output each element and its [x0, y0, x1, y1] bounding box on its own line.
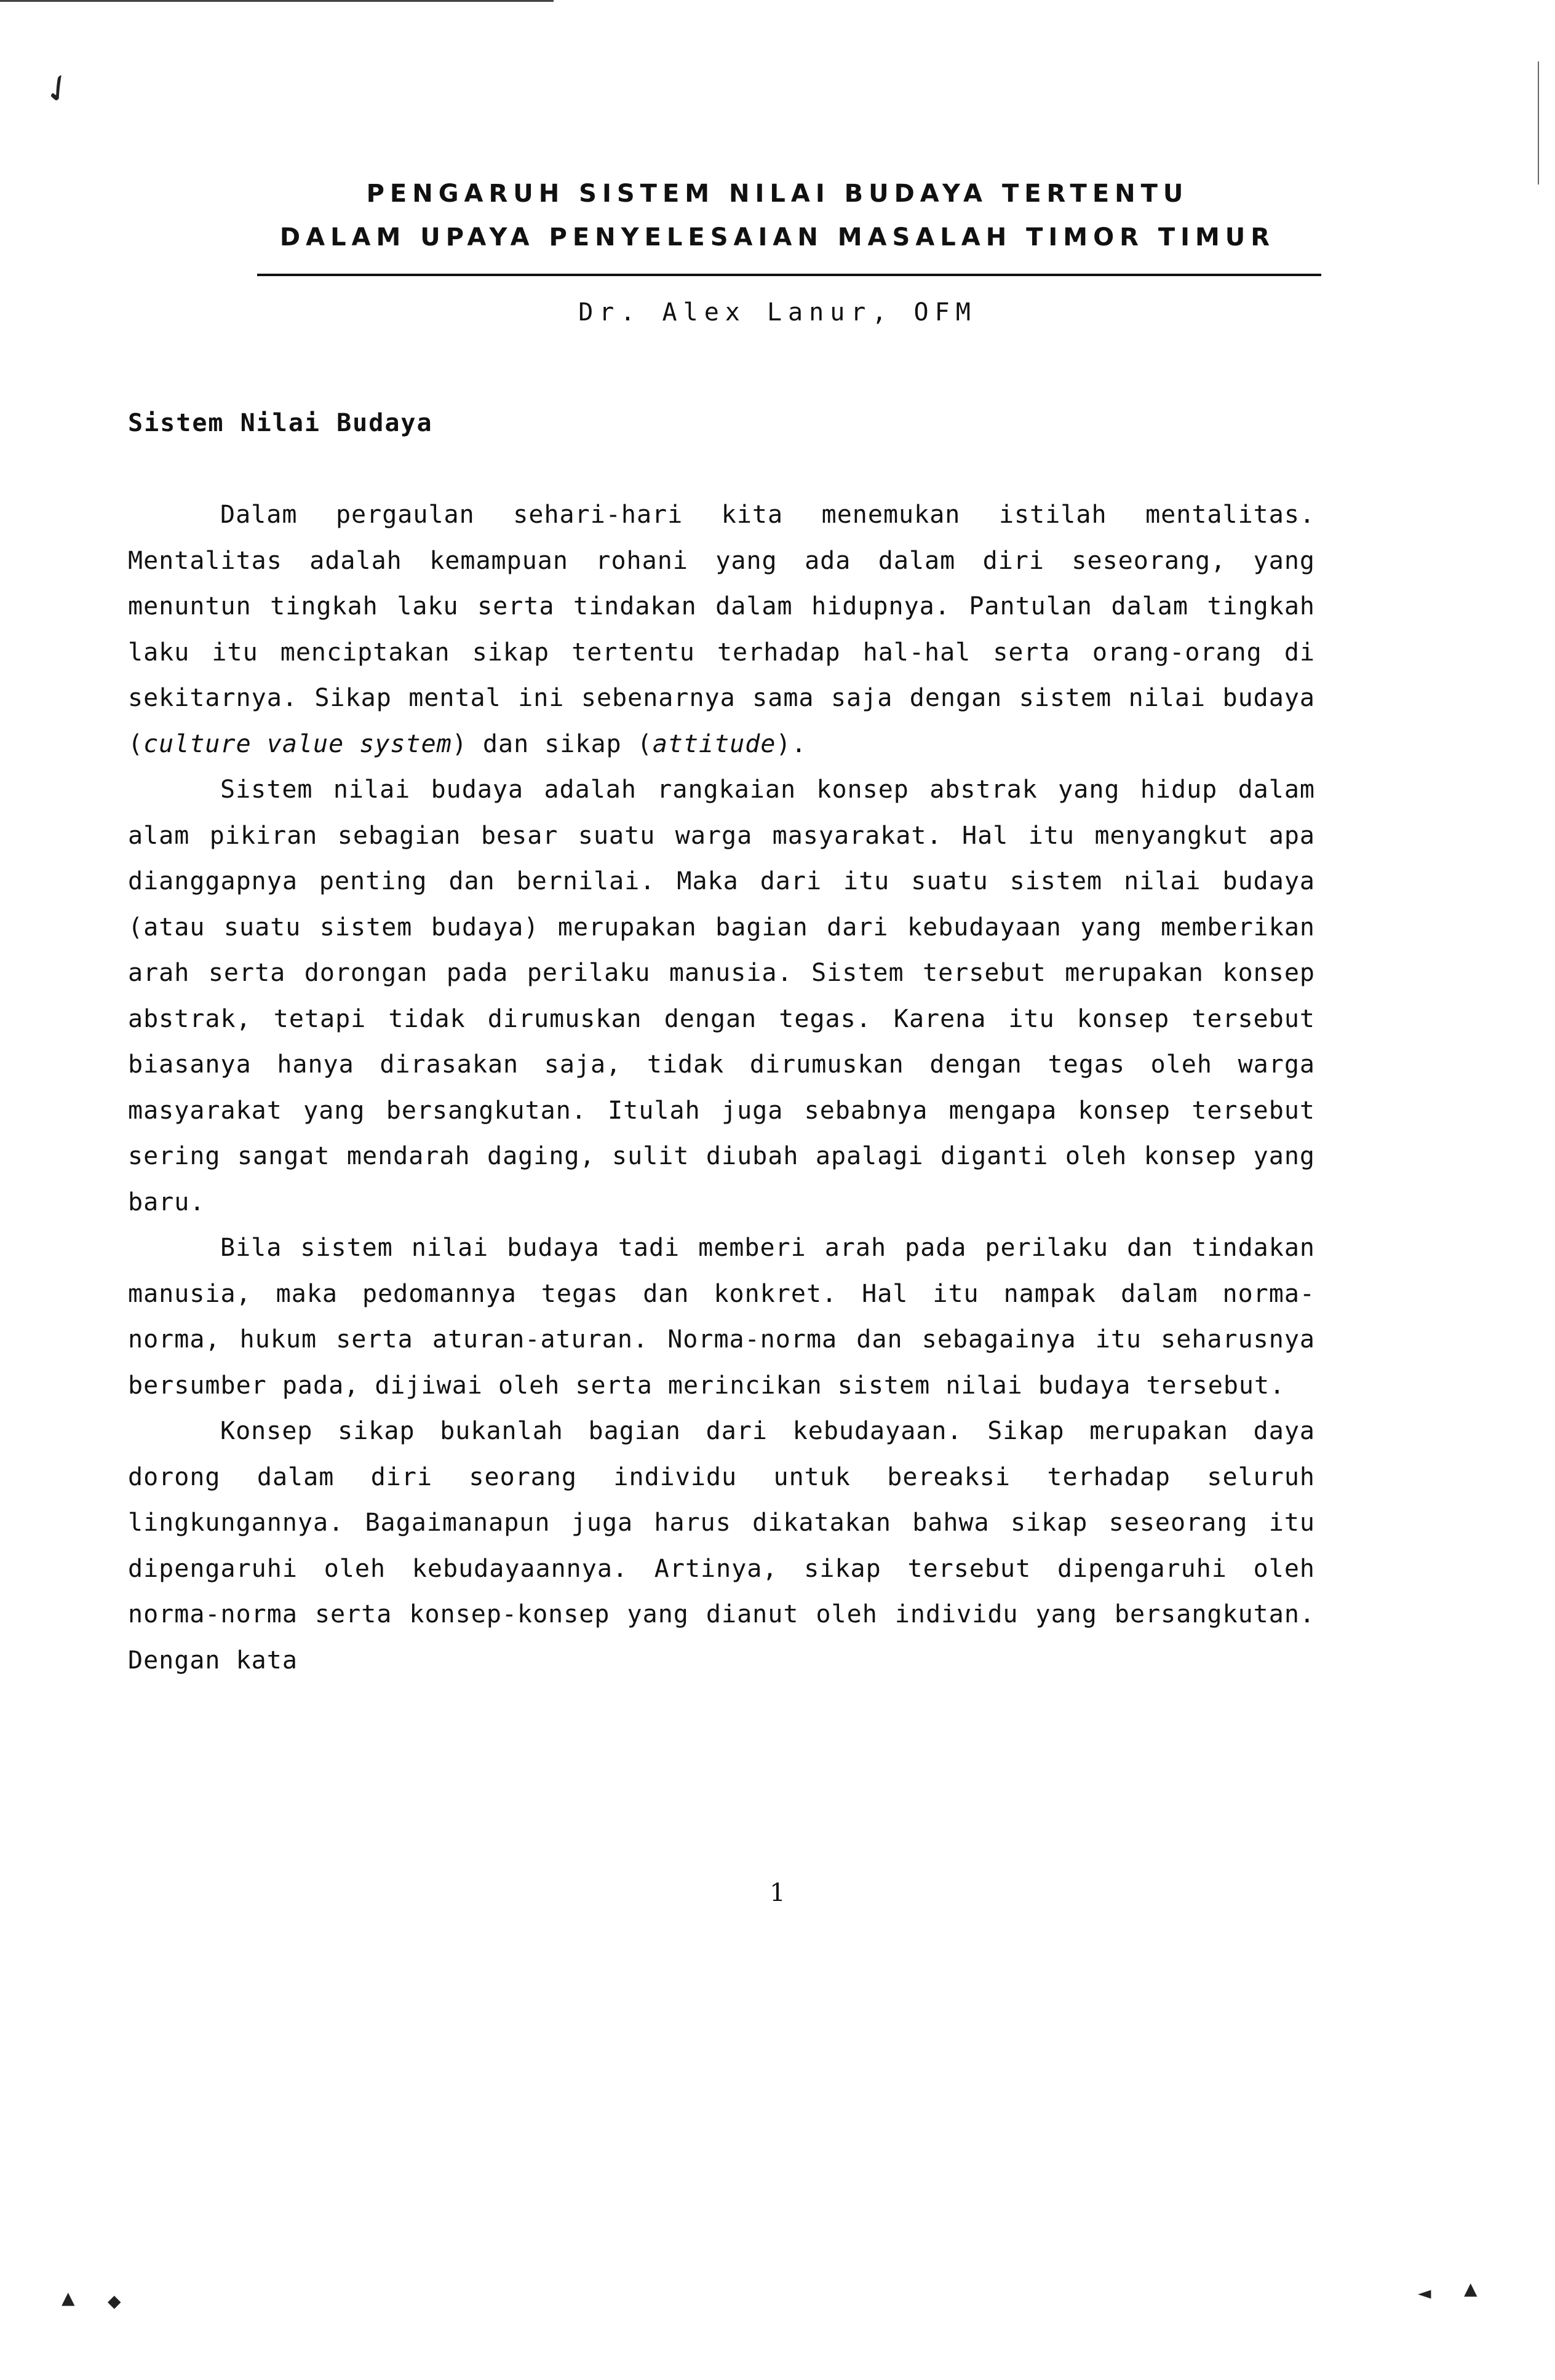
body-text [128, 492, 1315, 1683]
page-number: 1 [770, 1879, 785, 1907]
paragraph-text: ) dan sikap ( [451, 729, 653, 758]
paragraph-text: Dalam pergaulan sehari-hari kita menemukan istilah mentalitas. Mentalitas adalah kemampuan rohani yang ada dalam diri seseorang, yang menuntun tingkah laku serta tindakan dalam hidupnya. Pantulan dalam tingkah laku itu menciptakan sikap tertentu terhadap hal-hal serta orang-orang di sekitarnya. Sikap mental ini sebenarnya sama saja dengan sistem nilai budaya ( [128, 501, 1315, 758]
paragraph-text: ). [776, 729, 807, 758]
scan-speck-icon: ▲ [1464, 2279, 1477, 2299]
scan-speck-icon: ▲ [62, 2288, 75, 2308]
scan-speck-icon: ◄ [1418, 2283, 1431, 2303]
scan-edge-line [1538, 61, 1539, 184]
paragraph: Konsep sikap bukanlah bagian dari kebudayaan. Sikap merupakan daya dorong dalam diri seorang individu untuk bereaksi terhadap seluruh lingkungannya. Bagaimanapun juga harus dikatakan bahwa sikap seseorang itu dipengaruhi oleh kebudayaannya. Artinya, sikap tersebut dipengaruhi oleh norma-norma serta konsep-konsep yang dianut oleh individu yang bersangkutan. Dengan kata [128, 1417, 1315, 1675]
paragraph [128, 492, 1315, 767]
handwritten-mark-icon: ✓ [34, 63, 83, 116]
title-divider [257, 274, 1321, 276]
section-heading: Sistem Nilai Budaya [128, 409, 433, 437]
italic-term: attitude [652, 729, 776, 758]
document-title-line-2: DALAM UPAYA PENYELESAIAN MASALAH TIMOR TIMUR [279, 223, 1276, 252]
author-name: Dr. Alex Lanur, OFM [578, 298, 977, 327]
scan-edge-line [0, 0, 554, 2]
document-title-line-1: PENGARUH SISTEM NILAI BUDAYA TERTENTU [366, 180, 1189, 208]
paragraph: Sistem nilai budaya adalah rangkaian konsep abstrak yang hidup dalam alam pikiran sebagian besar suatu warga masyarakat. Hal itu menyangkut apa dianggapnya penting dan bernilai. Maka dari itu suatu sistem nilai budaya (atau suatu sistem budaya) merupakan bagian dari kebudayaan yang memberikan arah serta dorongan pada perilaku manusia. Sistem tersebut merupakan konsep abstrak, tetapi tidak dirumuskan dengan tegas. Karena itu konsep tersebut biasanya hanya dirasakan saja, tidak dirumuskan dengan tegas oleh warga masyarakat yang bersangkutan. Itulah juga sebabnya mengapa konsep tersebut sering sangat mendarah daging, sulit diubah apalagi diganti oleh konsep yang baru. [128, 775, 1315, 1216]
paragraph: Bila sistem nilai budaya tadi memberi arah pada perilaku dan tindakan manusia, maka pedomannya tegas dan konkret. Hal itu nampak dalam norma-norma, hukum serta aturan-aturan. Norma-norma dan sebagainya itu seharusnya bersumber pada, dijiwai oleh serta merincikan sistem nilai budaya tersebut. [128, 1234, 1315, 1400]
scan-speck-icon: ◆ [108, 2291, 121, 2311]
italic-term: culture value system [143, 729, 452, 758]
